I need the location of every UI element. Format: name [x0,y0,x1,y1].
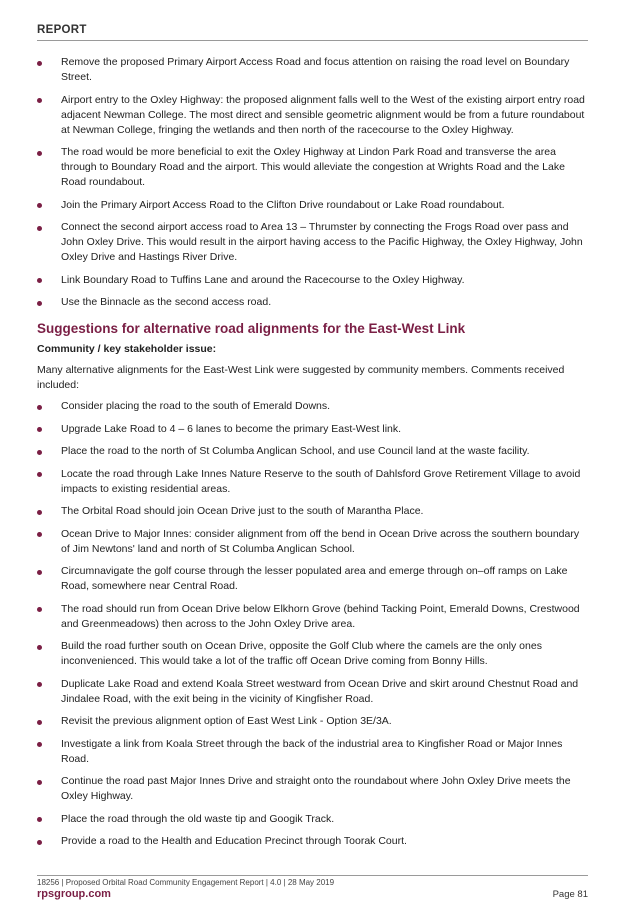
list-item-text: Join the Primary Airport Access Road to the Clifton Drive roundabout or Lake Road roundabout. [61,198,505,211]
bullet-icon [37,151,42,156]
bullet-icon [37,61,42,66]
list-item [37,834,588,849]
list-item-text: Link Boundary Road to Tuffins Lane and around the Racecourse to the Oxley Highway. [61,273,465,286]
list-item [37,273,588,288]
footer-divider [37,875,588,876]
bullet-icon [37,510,42,515]
bullet-icon [37,817,42,822]
bullet-icon [37,472,42,477]
list-item-text: Remove the proposed Primary Airport Access Road and focus attention on raising the road level on Boundary Street. [61,56,570,83]
bullet-icon [37,742,42,747]
list-item [37,399,588,414]
list-item [37,93,588,138]
list-item-text: Place the road to the north of St Columba Anglican School, and use Council land at the waste facility. [61,445,530,457]
section-intro: Many alternative alignments for the East-West Link were suggested by community members. Comments received included: [37,364,565,391]
section-subheading: Community / key stakeholder issue: [37,343,217,355]
list-item [37,220,588,265]
footer-document-info: 18256 | Proposed Orbital Road Community Engagement Report | 4.0 | 28 May 2019 [37,878,335,887]
list-item-text: Connect the second airport access road to Area 13 – Thrumster by connecting the Frogs Road over pass and John Oxley Drive. This would result in the airport having access to the Pacific Highway, the Oxley Highway, John Oxley Drive and Hastings River Drive. [61,221,583,263]
bullet-icon [37,840,42,845]
bullet-icon [37,203,42,208]
header-divider [37,40,588,41]
list-item-text: Provide a road to the Health and Education Precinct through Toorak Court. [61,835,407,847]
list-item [37,198,588,213]
bullet-icon [37,570,42,575]
list-item-text: Consider placing the road to the south of Emerald Downs. [61,400,331,412]
report-header: REPORT [37,24,87,36]
list-item [37,564,588,594]
list-item [37,639,588,669]
list-item-text: Place the road through the old waste tip and Googik Track. [61,812,335,825]
bullet-icon [37,532,42,537]
list-item-text: Ocean Drive to Major Innes: consider alignment from off the bend in Ocean Drive across the southern boundary of Jim Newtons' land and north of St Columba Anglican School. [61,527,580,555]
list-item [37,55,588,85]
list-item [37,444,588,459]
section-title: Suggestions for alternative road alignments for the East-West Link [37,321,466,336]
list-item-text: Build the road further south on Ocean Drive, opposite the Golf Club where the camels are the only ones inconvenienced. This would take a lot of the traffic off Ocean Drive coming from Bonny Hills. [61,640,542,667]
list-item-text: Continue the road past Major Innes Drive and straight onto the roundabout where John Oxley Drive meets the Oxley Highway. [61,775,571,802]
bullet-icon [37,427,42,432]
bullet-icon [37,780,42,785]
list-item [37,295,588,310]
airport-access-suggestions-list [37,55,588,310]
east-west-link-suggestions-list [37,399,588,849]
bullet-icon [37,278,42,283]
bullet-icon [37,450,42,455]
list-item-text: The road would be more beneficial to exit the Oxley Highway at Lindon Park Road and transverse the area through to Boundary Road and the airport. This would alleviate the congestion at Wrights Road and the Lake Road roundabout. [61,146,565,188]
list-item [37,467,588,497]
list-item [37,677,588,707]
bullet-icon [37,607,42,612]
document-body [37,55,588,857]
list-item-text: Circumnavigate the golf course through the lesser populated area and emerge through on–off ramps on Lake Road, somewhere near Central Road. [61,565,568,592]
list-item [37,422,588,437]
list-item [37,602,588,632]
list-item [37,504,588,519]
list-item-text: Airport entry to the Oxley Highway: the proposed alignment falls well to the West of the existing airport entry road adjacent Newman College. The most direct and sensible geometric alignment would be from a future roundabout at Newman College, fringing the wetlands and then north of the racecourse to the Oxley Highway. [61,93,585,136]
list-item-text: Locate the road through Lake Innes Nature Reserve to the south of Dahlsford Grove Retirement Village to avoid impacts to existing residential areas. [61,467,581,495]
list-item-text: The Orbital Road should join Ocean Drive just to the south of Marantha Place. [61,505,424,517]
list-item-text: Use the Binnacle as the second access road. [61,296,272,308]
bullet-icon [37,301,42,306]
bullet-icon [37,645,42,650]
bullet-icon [37,405,42,410]
list-item-text: Revisit the previous alignment option of East West Link - Option 3E/3A. [61,715,392,727]
bullet-icon [37,720,42,725]
footer-website: rpsgroup.com [37,888,111,900]
list-item-text: Upgrade Lake Road to 4 – 6 lanes to become the primary East-West link. [61,422,402,435]
list-item-text: Duplicate Lake Road and extend Koala Street westward from Ocean Drive and skirt around Chestnut Road and Jindalee Road, with the exit being in the vicinity of Kingfisher Road. [61,677,579,705]
bullet-icon [37,682,42,687]
list-item [37,145,588,190]
bullet-icon [37,98,42,103]
list-item-text: Investigate a link from Koala Street through the back of the industrial area to Kingfisher Road or Major Innes Road. [61,737,563,765]
list-item [37,527,588,557]
list-item [37,812,588,827]
list-item-text: The road should run from Ocean Drive below Elkhorn Grove (behind Tacking Point, Emerald Downs, Crestwood and Greenmeadows) then across to the John Oxley Drive area. [61,602,580,630]
bullet-icon [37,226,42,231]
page-number: Page 81 [552,889,588,900]
list-item [37,737,588,767]
list-item [37,774,588,804]
list-item [37,714,588,729]
